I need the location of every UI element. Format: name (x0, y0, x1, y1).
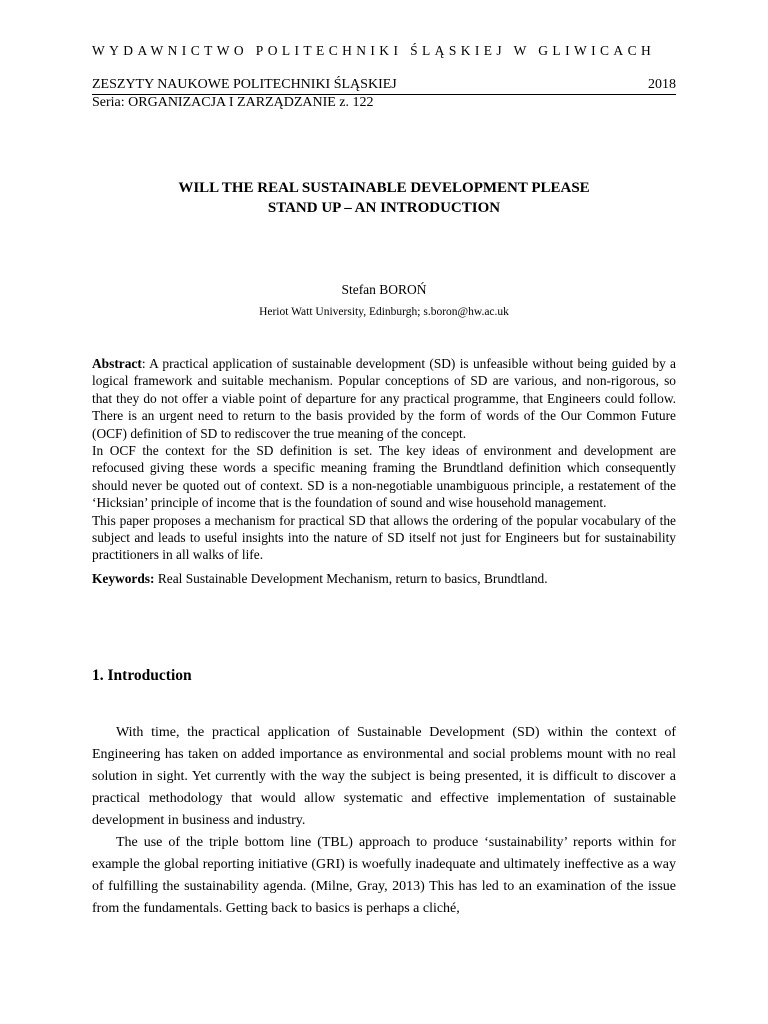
abstract-paragraph-3: This paper proposes a mechanism for practical SD that allows the ordering of the popular vocabulary of the subject and leads to useful insights into the nature of SD itself not just for Engineers but for sustainability practitioners in all walks of life. (92, 512, 676, 563)
abstract-paragraph-2: In OCF the context for the SD definition is set. The key ideas of environment and development are refocused giving these words a specific meaning framing the Brundtland definition which consequently should never be quoted out of context. SD is a non-negotiable unambiguous principle, a restatement of the ‘Hicksian’ principle of income that is the foundation of sound and wise household management. (92, 443, 676, 511)
journal-name: ZESZYTY NAUKOWE POLITECHNIKI ŚLĄSKIEJ (92, 77, 397, 92)
author-affiliation: Heriot Watt University, Edinburgh; s.boron@hw.ac.uk (259, 306, 509, 318)
keywords-label: Keywords: (92, 570, 155, 586)
abstract-paragraph-1 (92, 355, 676, 442)
publisher-header: WYDAWNICTWO POLITECHNIKI ŚLĄSKIEJ W GLIWICACH (92, 43, 656, 58)
keywords (92, 570, 676, 587)
title-line-1: WILL THE REAL SUSTAINABLE DEVELOPMENT PLEASE (178, 180, 590, 196)
abstract (92, 355, 676, 587)
body-paragraph-1: With time, the practical application of Sustainable Development (SD) within the context of Engineering has taken on added importance as environmental and social problems mount with no real solution in sight. Yet currently with the way the subject is being presented, it is difficult to discover a practical methodology that would allow systematic and effective implementation of sustainable development in business and industry. (92, 725, 676, 828)
keywords-text: Real Sustainable Development Mechanism, return to basics, Brundtland. (154, 570, 548, 586)
body-paragraph-2: The use of the triple bottom line (TBL) approach to produce ‘sustainability’ reports within for example the global reporting initiative (GRI) is woefully inadequate and ultimately ineffective as a way of fulfilling the sustainability agenda. (Milne, Gray, 2013) This has led to an examination of the issue from the fundamentals. Getting back to basics is perhaps a cliché, (92, 835, 676, 916)
abstract-label: Abstract (92, 356, 142, 371)
series-line: Seria: ORGANIZACJA I ZARZĄDZANIE z. 122 (92, 95, 374, 110)
author-name: Stefan BOROŃ (341, 282, 427, 297)
publication-year: 2018 (648, 77, 676, 92)
title-line-2: STAND UP – AN INTRODUCTION (267, 200, 501, 216)
section-body (92, 722, 676, 920)
journal-row (92, 77, 676, 93)
abstract-text-1: : A practical application of sustainable development (SD) is unfeasible without being guided by a logical framework and suitable mechanism. Popular conceptions of SD are various, and non-rigorous, so that they do not offer a viable point of departure for any practical programme, that Engineers could follow. There is an urgent need to return to the basis provided by the form of words of the Our Common Future (OCF) definition of SD to rediscover the true meaning of the concept. (92, 356, 676, 441)
paper-title (92, 178, 676, 218)
section-heading: 1. Introduction (92, 667, 192, 684)
